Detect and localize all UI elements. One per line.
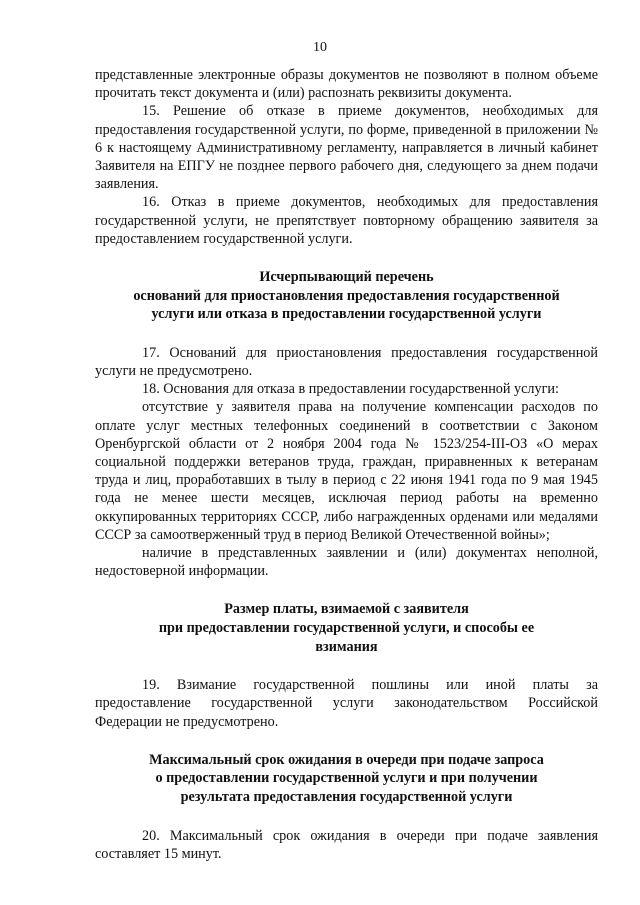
heading-line: о предоставлении государственной услуги и при получении [155, 770, 538, 787]
paragraph-19: 19. Взимание государственной пошлины или иной платы за предоставление государственной услуги законодательством Российской Федерации не предусмотрено. [95, 677, 598, 730]
heading-line: Исчерпывающий перечень [259, 269, 434, 286]
heading-line: услуги или отказа в предоставлении государственной услуги [151, 306, 542, 323]
section-heading-queue [95, 751, 598, 807]
paragraph-continuation: представленные электронные образы документов не позволяют в полном объеме прочитать текст документа и (или) распознать реквизиты документа. [95, 67, 598, 102]
heading-line: при предоставлении государственной услуги, и способы ее [158, 620, 535, 637]
paragraph-16: 16. Отказ в приеме документов, необходимых для предоставления государственной услуги, не препятствует повторному обращению заявителя за предоставлением государственной услуги. [95, 194, 598, 247]
paragraph-18-item-2: наличие в представленных заявлении и (или) документах неполной, недостоверной информации. [95, 545, 598, 580]
paragraph-15: 15. Решение об отказе в приеме документов, необходимых для предоставления государственной услуги, по форме, приведенной в приложении № 6 к настоящему Административному регламенту, направляется в личный кабинет Заявителя на ЕПГУ не позднее первого рабочего дня, следующего за днем подачи заявления. [95, 103, 598, 193]
section-heading-grounds [95, 268, 598, 324]
paragraph-18-item-1: отсутствие у заявителя права на получение компенсации расходов по оплате услуг местных телефонных соединений в соответствии с Законом Оренбургской области от 2 ноября 2004 года № 1523/254-III-ОЗ «О мерах социальной поддержки ветеранов труда, граждан, приравненных к ветеранам труда и лиц, проработавших в тылу в период с 22 июня 1941 года по 9 мая 1945 года не менее шести месяцев, исключая период работы на временно оккупированных территориях СССР, либо награжденных орденами или медалями СССР за самоотверженный труд в период Великой Отечественной войны»; [95, 399, 598, 543]
heading-line: Максимальный срок ожидания в очереди при подаче запроса [149, 751, 544, 768]
paragraph-20: 20. Максимальный срок ожидания в очереди при подаче заявления составляет 15 минут. [95, 827, 598, 862]
heading-line: оснований для приостановления предоставления государственной [133, 287, 560, 304]
heading-line: результата предоставления государственной услуги [180, 789, 513, 806]
page-number: 10 [313, 40, 327, 55]
document-body [95, 66, 598, 863]
paragraph-18: 18. Основания для отказа в предоставлении государственной услуги: [142, 381, 559, 398]
heading-line: Размер платы, взимаемой с заявителя [224, 601, 469, 618]
heading-line: взимания [315, 638, 378, 655]
paragraph-17: 17. Оснований для приостановления предоставления государственной услуги не предусмотрено. [95, 344, 598, 380]
section-heading-fee [95, 600, 598, 656]
